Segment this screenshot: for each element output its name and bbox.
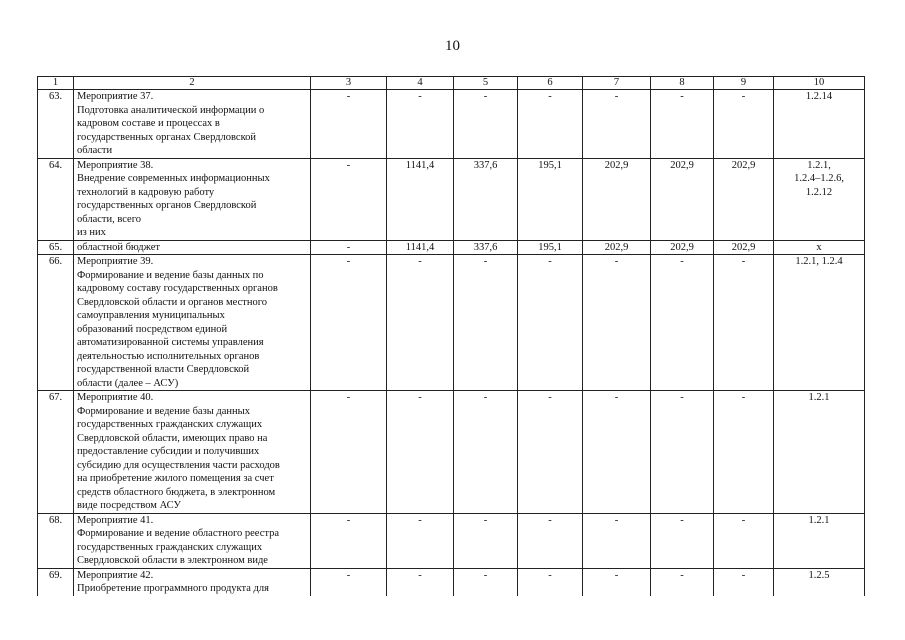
table-row — [38, 240, 865, 255]
target-indicator-line: 1.2.1, 1.2.4 — [795, 256, 843, 267]
column-header-8: 8 — [651, 77, 714, 90]
table-row — [38, 568, 865, 596]
value-cell-4: - — [387, 513, 454, 568]
row-number: 63. — [38, 90, 74, 159]
measure-text-line: предоставление субсидии и получивших — [77, 446, 260, 457]
measure-text-line: государственных гражданских служащих — [77, 419, 263, 430]
table-row — [38, 513, 865, 568]
column-header-7: 7 — [583, 77, 651, 90]
measure-title: Мероприятие 41. — [77, 514, 154, 526]
measure-text-line: Свердловской области в электронном виде — [77, 555, 268, 566]
value-cell-7: 202,9 — [583, 158, 651, 240]
column-header-9: 9 — [714, 77, 774, 90]
measure-text-line: деятельностью исполнительных органов — [77, 350, 260, 362]
value-cell-7: 202,9 — [583, 240, 651, 255]
value-cell-6: - — [518, 255, 583, 391]
value-cell-6: 195,1 — [518, 240, 583, 255]
row-number: 66. — [38, 255, 74, 391]
measure-title: областной бюджет — [77, 241, 160, 253]
column-header-10: 10 — [774, 77, 865, 90]
table-row — [38, 158, 865, 240]
table-row — [38, 391, 865, 514]
table-row — [38, 90, 865, 159]
measure-text-line: субсидию для осуществления части расходов — [77, 459, 280, 471]
value-cell-9: - — [714, 391, 774, 514]
measure-text-line: из них — [77, 227, 106, 238]
measure-description — [74, 255, 311, 391]
measure-text-line: Свердловской области, имеющих право на — [77, 432, 268, 444]
value-cell-8: - — [651, 391, 714, 514]
measure-text-line: кадровом составе и процессах в — [77, 118, 220, 129]
row-number: 64. — [38, 158, 74, 240]
value-cell-3: - — [311, 158, 387, 240]
measure-text-line: образований посредством единой — [77, 323, 228, 335]
value-cell-8: - — [651, 255, 714, 391]
measure-text-line: Формирование и ведение областного реестра — [77, 528, 279, 539]
value-cell-8: 202,9 — [651, 240, 714, 255]
value-cell-6: - — [518, 513, 583, 568]
value-cell-4: 1141,4 — [387, 158, 454, 240]
column-header-2: 2 — [74, 77, 311, 90]
row-number: 65. — [38, 240, 74, 255]
value-cell-3: - — [311, 391, 387, 514]
value-cell-8: 202,9 — [651, 158, 714, 240]
target-indicator-line: 1.2.1, — [807, 159, 831, 171]
measure-text-line: кадровому составу государственных органов — [77, 283, 278, 294]
measure-description — [74, 391, 311, 514]
target-indicator-line: 1.2.1 — [808, 514, 830, 526]
measure-text-line: государственных органах Свердловской — [77, 131, 257, 143]
row-number: 69. — [38, 568, 74, 596]
value-cell-5: 337,6 — [454, 158, 518, 240]
measure-description — [74, 240, 311, 255]
value-cell-4: - — [387, 255, 454, 391]
value-cell-3: - — [311, 568, 387, 596]
value-cell-5: - — [454, 513, 518, 568]
row-number: 67. — [38, 391, 74, 514]
measure-title: Мероприятие 37. — [77, 91, 154, 102]
value-cell-4: - — [387, 90, 454, 159]
column-header-5: 5 — [454, 77, 518, 90]
value-cell-7: - — [583, 391, 651, 514]
value-cell-7: - — [583, 255, 651, 391]
value-cell-7: - — [583, 568, 651, 596]
column-header-3: 3 — [311, 77, 387, 90]
target-indicator-line: x — [816, 241, 822, 253]
measure-text-line: технологий в кадровую работу — [77, 186, 215, 198]
value-cell-7: - — [583, 90, 651, 159]
program-measures-table — [37, 76, 865, 596]
value-cell-8: - — [651, 513, 714, 568]
value-cell-9: - — [714, 568, 774, 596]
measure-title: Мероприятие 40. — [77, 392, 154, 403]
target-indicators-cell — [774, 568, 865, 596]
measure-text-line: на приобретение жилого помещения за счет — [77, 473, 274, 484]
target-indicator-line: 1.2.1 — [808, 392, 830, 403]
measure-text-line: государственных гражданских служащих — [77, 541, 263, 553]
target-indicator-line: 1.2.12 — [805, 186, 833, 198]
measure-text-line: виде посредством АСУ — [77, 500, 181, 511]
value-cell-9: - — [714, 255, 774, 391]
measure-title: Мероприятие 42. — [77, 569, 154, 581]
target-indicator-line: 1.2.5 — [808, 569, 830, 581]
measure-text-line: автоматизированной системы управления — [77, 337, 264, 348]
value-cell-6: - — [518, 568, 583, 596]
value-cell-3: - — [311, 240, 387, 255]
value-cell-3: - — [311, 90, 387, 159]
value-cell-5: 337,6 — [454, 240, 518, 255]
value-cell-8: - — [651, 568, 714, 596]
table-row — [38, 255, 865, 391]
measure-text-line: области (далее – АСУ) — [77, 377, 179, 389]
row-number: 68. — [38, 513, 74, 568]
measure-text-line: государственных органов Свердловской — [77, 200, 257, 211]
measure-text-line: средств областного бюджета, в электронном — [77, 486, 276, 498]
target-indicators-cell — [774, 255, 865, 391]
value-cell-6: - — [518, 90, 583, 159]
measure-description — [74, 513, 311, 568]
target-indicator-line: 1.2.14 — [805, 91, 833, 102]
measure-text-line: самоуправления муниципальных — [77, 310, 225, 321]
value-cell-6: - — [518, 391, 583, 514]
target-indicator-line: 1.2.4–1.2.6, — [794, 173, 844, 184]
target-indicators-cell — [774, 391, 865, 514]
measure-title: Мероприятие 39. — [77, 256, 154, 267]
value-cell-4: - — [387, 391, 454, 514]
column-header-4: 4 — [387, 77, 454, 90]
measure-text-line: Внедрение современных информационных — [77, 173, 270, 184]
measure-description — [74, 158, 311, 240]
measure-text-line: Приобретение программного продукта для — [77, 583, 269, 594]
target-indicators-cell — [774, 513, 865, 568]
value-cell-9: 202,9 — [714, 240, 774, 255]
value-cell-5: - — [454, 568, 518, 596]
value-cell-4: - — [387, 568, 454, 596]
measure-description — [74, 90, 311, 159]
target-indicators-cell — [774, 240, 865, 255]
measure-text-line: области, всего — [77, 213, 141, 225]
value-cell-9: 202,9 — [714, 158, 774, 240]
value-cell-3: - — [311, 255, 387, 391]
measure-description — [74, 568, 311, 596]
page-number: 10 — [445, 38, 460, 54]
value-cell-9: - — [714, 90, 774, 159]
column-header-1: 1 — [38, 77, 74, 90]
value-cell-4: 1141,4 — [387, 240, 454, 255]
target-indicators-cell — [774, 158, 865, 240]
value-cell-5: - — [454, 255, 518, 391]
measure-text-line: Формирование и ведение базы данных — [77, 405, 250, 417]
value-cell-8: - — [651, 90, 714, 159]
measure-text-line: государственной власти Свердловской — [77, 364, 250, 375]
header-row — [38, 77, 865, 90]
value-cell-6: 195,1 — [518, 158, 583, 240]
value-cell-3: - — [311, 513, 387, 568]
measure-text-line: Свердловской области и органов местного — [77, 296, 267, 308]
measure-text-line: Подготовка аналитической информации о — [77, 104, 265, 116]
measure-text-line: области — [77, 145, 113, 156]
target-indicators-cell — [774, 90, 865, 159]
measure-title: Мероприятие 38. — [77, 159, 154, 171]
measure-text-line: Формирование и ведение базы данных по — [77, 269, 264, 281]
value-cell-5: - — [454, 391, 518, 514]
value-cell-9: - — [714, 513, 774, 568]
value-cell-7: - — [583, 513, 651, 568]
column-header-6: 6 — [518, 77, 583, 90]
value-cell-5: - — [454, 90, 518, 159]
